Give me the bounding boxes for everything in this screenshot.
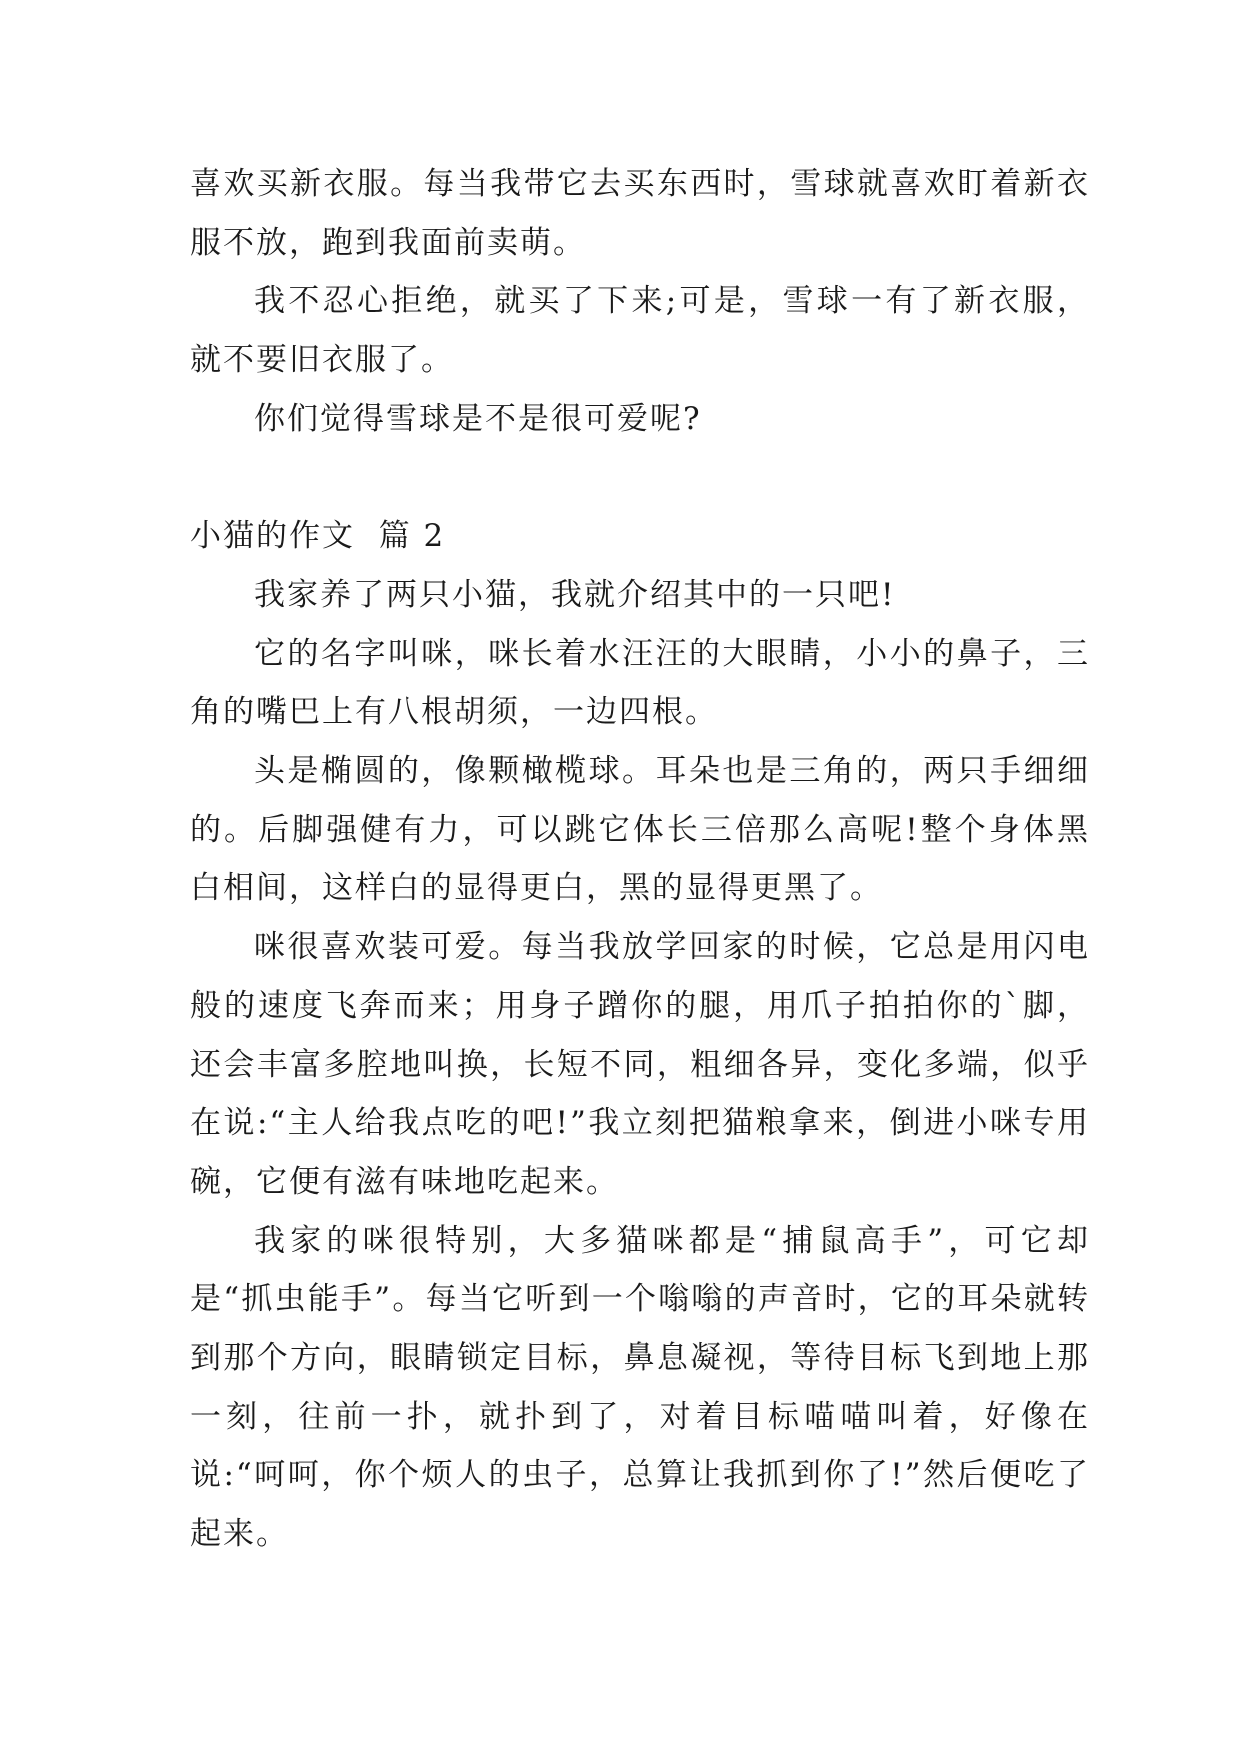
paragraph: 它的名字叫咪，咪长着水汪汪的大眼睛，小小的鼻子，三角的嘴巴上有八根胡须，一边四根。: [190, 635, 1090, 731]
paragraph: 头是椭圆的，像颗橄榄球。耳朵也是三角的，两只手细细的。后脚强健有力，可以跳它体长三倍那么高呢!整个身体黑白相间，这样白的显得更白，黑的显得更黑了。: [190, 753, 1090, 907]
paragraph: 我家养了两只小猫，我就介绍其中的一只吧!: [254, 576, 896, 613]
paragraph: 我家的咪很特别，大多猫咪都是“捕鼠高手”，可它却是“抓虫能手”。每当它听到一个嗡嗡的声音时，它的耳朵就转到那个方向，眼睛锁定目标，鼻息凝视，等待目标飞到地上那一刻，往前一扑，就扑到了，对着目标喵喵叫着，好像在说:“呵呵，你个烦人的虫子，总算让我抓到你了!”然后便吃了起来。: [190, 1222, 1090, 1553]
document-body: [190, 155, 1090, 1564]
paragraph: 你们觉得雪球是不是很可爱呢?: [254, 400, 702, 437]
section-title: 小猫的作文 篇 2: [190, 518, 446, 555]
paragraph: 咪很喜欢装可爱。每当我放学回家的时候，它总是用闪电般的速度飞奔而来；用身子蹭你的腿，用爪子拍拍你的`脚，还会丰富多腔地叫换，长短不同，粗细各异，变化多端，似乎在说:“主人给我点吃的吧!”我立刻把猫粮拿来，倒进小咪专用碗，它便有滋有味地吃起来。: [190, 929, 1090, 1200]
paragraph: 我不忍心拒绝，就买了下来;可是，雪球一有了新衣服，就不要旧衣服了。: [190, 283, 1090, 379]
paragraph-continuation: 喜欢买新衣服。每当我带它去买东西时，雪球就喜欢盯着新衣服不放，跑到我面前卖萌。: [190, 166, 1090, 261]
